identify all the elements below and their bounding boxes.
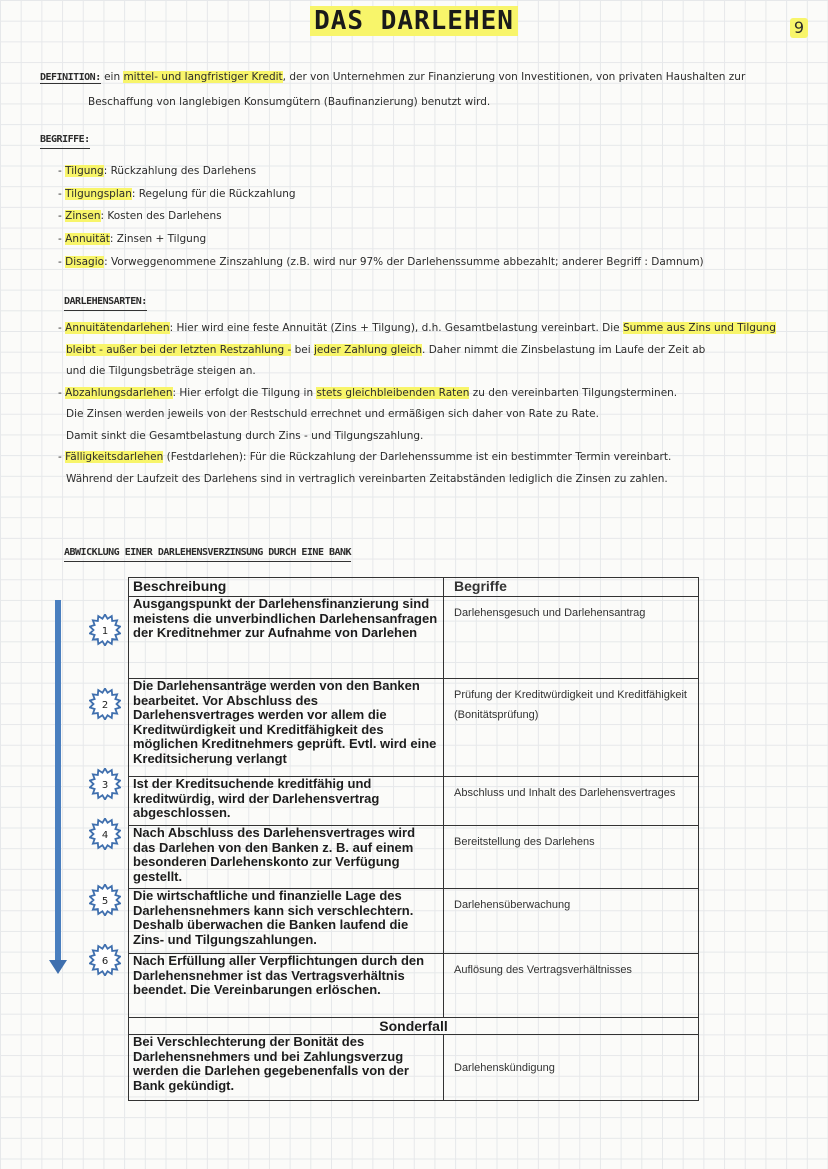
darlehensart-text: . Daher nimmt die Zinsbelastung im Laufe der Zeit ab: [422, 343, 706, 356]
darlehensart-highlight: Summe aus Zins und Tilgung: [622, 322, 776, 334]
step-badge: [89, 944, 121, 980]
darlehensart-highlight: bleibt - außer bei der letzten Restzahlung -: [66, 343, 292, 356]
row-description: Ist der Kreditsuchende kreditfähig und kreditwürdig, wird der Darlehensvertrag abgeschlossen.: [129, 777, 444, 826]
darlehensart-text: -: [58, 451, 66, 463]
darlehensart-text: : Hier erfolgt die Tilgung in: [172, 386, 317, 399]
row-description: Ausgangspunkt der Darlehensfinanzierung sind meistens die unverbindlichen Darlehensanfragen der Kreditnehmer zur Aufnahme von Darlehen: [129, 597, 444, 679]
step-badge: [89, 688, 121, 724]
step-number: 2: [101, 700, 109, 711]
begriff-text: : Regelung für die Rückzahlung: [131, 187, 296, 200]
darlehensart-text: Während der Laufzeit des Darlehens sind in vertraglich vereinbarten Zeitabständen lediglich die Zinsen zu zahlen.: [66, 472, 668, 485]
star-badge-icon: [89, 768, 121, 800]
step-badge: [89, 818, 121, 854]
star-badge-icon: [89, 884, 121, 916]
begriff-item: - Disagio: Vorweggenommene Zinszahlung (z.B. wird nur 97% der Darlehenssumme abbezahlt; anderer Begriff : Damnum): [58, 255, 704, 268]
sonderfall-row: [129, 1035, 699, 1101]
row-description: Nach Abschluss des Darlehensvertrages wird das Darlehen von den Banken z. B. auf einem besonderen Darlehenskonto zur Verfügung gestellt.: [129, 826, 444, 889]
darlehensart-highlight: Fälligkeitsdarlehen: [65, 451, 164, 463]
step-badge: [89, 768, 121, 804]
darlehensart-text: -: [58, 386, 66, 399]
step-badge: [89, 884, 121, 920]
darlehensart-text: : Hier wird eine feste Annuität (Zins + Tilgung), d.h. Gesamtbelastung vereinbart. Die: [169, 322, 623, 334]
star-badge-icon: [89, 818, 121, 850]
header-begriffe: Begriffe: [444, 578, 699, 597]
table-header-row: [129, 578, 699, 597]
darlehensart-text: bei: [291, 343, 314, 356]
darlehensart-highlight: jeder Zahlung gleich: [313, 343, 423, 356]
begriff-term: Tilgungsplan: [65, 187, 132, 200]
star-badge-icon: [89, 614, 121, 646]
table-row: [129, 679, 699, 777]
row-description: Die wirtschaftliche und finanzielle Lage des Darlehensnehmers kann sich verschlechtern. Deshalb überwachen die Banken laufend die Zins- und Tilgungszahlungen.: [129, 889, 444, 954]
begriff-term: Zinsen: [65, 210, 101, 223]
begriff-text: : Rückzahlung des Darlehens: [103, 165, 257, 177]
table-row: [129, 777, 699, 826]
darlehensart-line: [58, 447, 776, 469]
darlehensart-highlight: Annuitätendarlehen: [65, 322, 170, 334]
row-terms: Prüfung der Kreditwürdigkeit und Kreditfähigkeit (Bonitätsprüfung): [444, 679, 699, 777]
darlehensart-line: [58, 404, 776, 426]
begriff-term: Tilgung: [65, 165, 104, 177]
table-row: [129, 826, 699, 889]
star-badge-icon: [89, 688, 121, 720]
darlehensart-text: Die Zinsen werden jeweils von der Restschuld errechnet und ermäßigen sich daher von Rate zu Rate.: [66, 408, 599, 420]
darlehensart-text: (Festdarlehen): Für die Rückzahlung der Darlehenssumme ist ein bestimmter Termin vereinbart.: [163, 451, 672, 463]
darlehensart-text: und die Tilgungsbeträge steigen an.: [66, 365, 256, 377]
definition-highlight: mittel- und langfristiger Kredit: [123, 71, 283, 83]
definition-line-1: [40, 66, 745, 89]
darlehensart-line: [58, 318, 776, 340]
darlehensart-text: -: [58, 322, 66, 334]
definition-line-2: Beschaffung von langlebigen Konsumgütern (Baufinanzierung) benutzt wird.: [88, 96, 491, 108]
begriff-text: : Kosten des Darlehens: [100, 210, 222, 223]
darlehensarten-text: [58, 318, 776, 490]
begriff-item: - Tilgung: Rückzahlung des Darlehens: [58, 165, 257, 177]
table-row: [129, 889, 699, 954]
row-terms: Darlehensgesuch und Darlehensantrag: [444, 597, 699, 679]
page-number: 9: [790, 18, 808, 38]
sonderfall-description: Bei Verschlechterung der Bonität des Darlehensnehmers und bei Zahlungsverzug werden die Darlehen gegebenenfalls von der Bank gekündigt.: [129, 1035, 444, 1101]
begriffe-label: BEGRIFFE:: [40, 132, 90, 149]
darlehensart-line: [58, 469, 776, 491]
row-terms: Auflösung des Vertragsverhältnisses: [444, 954, 699, 1018]
darlehensart-line: [58, 426, 776, 448]
page-title: [0, 6, 828, 36]
begriffe-list: [58, 160, 704, 274]
header-beschreibung: Beschreibung: [129, 578, 444, 597]
darlehensart-highlight: Abzahlungsdarlehen: [65, 386, 173, 399]
process-arrow-line: [55, 600, 61, 962]
definition-text-a: ein: [104, 71, 124, 83]
step-number: 3: [101, 780, 109, 791]
abwicklung-table: [128, 577, 699, 1101]
begriff-term: Annuität: [65, 233, 110, 246]
darlehensart-text: Damit sinkt die Gesamtbelastung durch Zins - und Tilgungszahlung.: [66, 429, 424, 442]
arrow-down-icon: [49, 960, 67, 974]
abwicklung-table-wrap: [128, 577, 699, 1101]
begriff-text: : Zinsen + Tilgung: [109, 233, 207, 246]
begriff-item: - Annuität: Zinsen + Tilgung: [58, 233, 207, 246]
begriff-text: : Vorweggenommene Zinszahlung (z.B. wird nur 97% der Darlehenssumme abbezahlt; anderer Begriff : Damnum): [104, 255, 704, 268]
definition-text-b: , der von Unternehmen zur Finanzierung von Investitionen, von privaten Haushalten zur: [282, 71, 746, 83]
definition-label: DEFINITION:: [40, 72, 101, 83]
darlehensarten-label: DARLEHENSARTEN:: [64, 294, 147, 311]
step-number: 5: [101, 896, 109, 907]
table-row: [129, 597, 699, 679]
step-number: 4: [101, 830, 109, 841]
title-text: DAS DARLEHEN: [310, 6, 518, 36]
row-terms: Bereitstellung des Darlehens: [444, 826, 699, 889]
star-badge-icon: [89, 944, 121, 976]
step-badge: [89, 614, 121, 650]
begriff-item: - Zinsen: Kosten des Darlehens: [58, 210, 222, 223]
row-description: Nach Erfüllung aller Verpflichtungen durch den Darlehensnehmer ist das Vertragsverhältnis beendet. Die Vereinbarungen erlöschen.: [129, 954, 444, 1018]
darlehensart-line: [58, 340, 776, 362]
sonderfall-header-row: [129, 1018, 699, 1035]
darlehensart-text: zu den vereinbarten Tilgungsterminen.: [469, 386, 678, 399]
begriff-term: Disagio: [65, 255, 105, 268]
sonderfall-terms: Darlehenskündigung: [444, 1035, 699, 1101]
darlehensart-line: [58, 361, 776, 383]
step-number: 1: [101, 626, 109, 637]
sonderfall-header: Sonderfall: [129, 1018, 699, 1035]
darlehensart-highlight: stets gleichbleibenden Raten: [316, 386, 470, 399]
step-number: 6: [101, 956, 109, 967]
table-row: [129, 954, 699, 1018]
row-description: Die Darlehensanträge werden von den Banken bearbeitet. Vor Abschluss des Darlehensvertrages werden vor allem die Kreditwürdigkeit und Kreditfähigkeit des möglichen Kreditnehmers geprüft. Evtl. wird eine Kreditsicherung verlangt: [129, 679, 444, 777]
row-terms: Abschluss und Inhalt des Darlehensvertrages: [444, 777, 699, 826]
darlehensart-line: [58, 383, 776, 405]
row-terms: Darlehensüberwachung: [444, 889, 699, 954]
abwicklung-label: ABWICKLUNG EINER DARLEHENSVERZINSUNG DURCH EINE BANK: [64, 545, 351, 562]
begriff-item: - Tilgungsplan: Regelung für die Rückzahlung: [58, 187, 296, 200]
